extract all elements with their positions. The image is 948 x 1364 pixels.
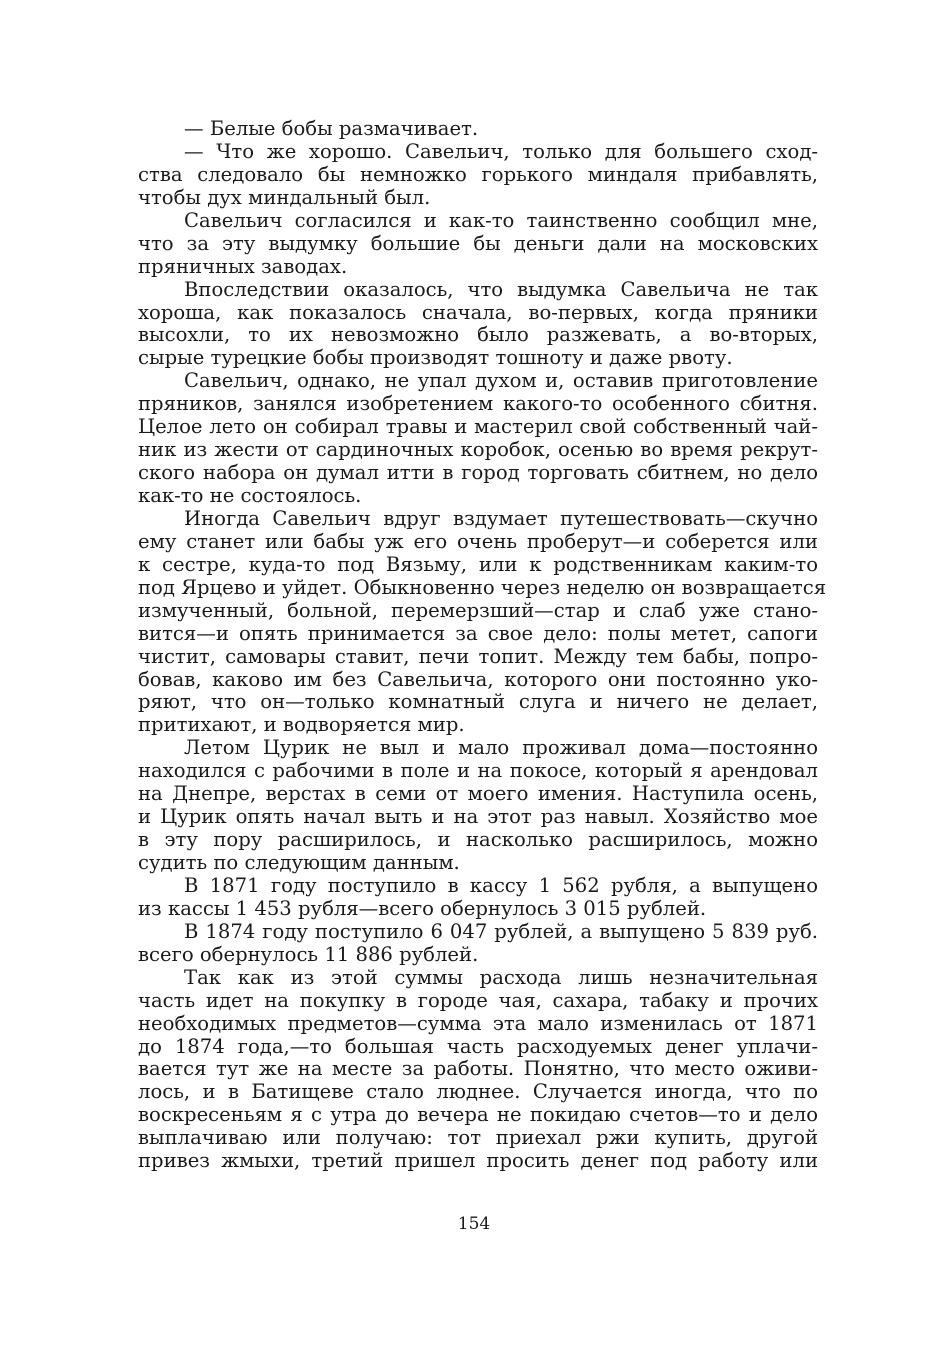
- text-line: притихают, и водворяется мир.: [138, 713, 465, 737]
- text-line: чистит, самовары ставит, печи топит. Между тем бабы, попро-: [138, 644, 818, 668]
- text-line: вается тут же на месте за работы. Понятно, что место оживи-: [138, 1057, 818, 1081]
- text-line: как-то не состоялось.: [138, 484, 362, 507]
- text-line: пряничных заводах.: [138, 254, 348, 278]
- text-line: находился с рабочими в поле и на покосе, который я арендовал: [138, 759, 818, 783]
- text-line: часть идет на покупку в городе чая, сахара, табаку и прочих: [138, 988, 818, 1012]
- text-line: ского набора он думал итти в город торговать сбитнем, но дело: [138, 461, 818, 485]
- text-line: на Днепре, верстах в семи от моего имения. Наступила осень,: [138, 782, 818, 806]
- text-line: Иногда Савельич вдруг вздумает путешествовать—скучно: [184, 506, 818, 530]
- text-line: В 1871 году поступило в кассу 1 562 рубля, а выпущено: [184, 873, 818, 897]
- page-text: [138, 117, 827, 1173]
- text-line: пряников, занялся изобретением какого-то особенного сбитня.: [138, 392, 818, 416]
- text-line: Летом Цурик не выл и мало проживал дома—постоянно: [184, 736, 818, 760]
- text-line: ему станет или бабы уж его очень проберут—и соберется или: [138, 529, 818, 553]
- text-line: воскресеньям я с утра до вечера не покидаю счетов—то и дело: [138, 1103, 818, 1127]
- text-line: ства следовало бы немножко горького миндаля прибавлять,: [138, 162, 818, 186]
- text-line: высохли, то их невозможно было разжевать, а во-вторых,: [138, 323, 818, 347]
- text-line: Впоследствии оказалось, что выдумка Савельича не так: [184, 277, 818, 301]
- text-line: необходимых предметов—сумма эта мало изменилась от 1871: [138, 1011, 818, 1035]
- text-line: из кассы 1 453 рубля—всего обернулось 3 015 рублей.: [138, 896, 707, 920]
- text-line: Так как из этой суммы расхода лишь незначительная: [184, 965, 818, 989]
- text-line: Целое лето он собирал травы и мастерил свой собственный чай-: [138, 415, 818, 439]
- text-line: вится—и опять принимается за свое дело: полы метет, сапоги: [138, 621, 818, 645]
- text-line: выплачиваю или получаю: тот приехал ржи купить, другой: [138, 1126, 818, 1150]
- text-line: в эту пору расширилось, и насколько расширилось, можно: [138, 828, 818, 852]
- text-line: лось, и в Батищеве стало люднее. Случается иногда, что по: [138, 1080, 818, 1104]
- text-line: чтобы дух миндальный был.: [138, 185, 431, 209]
- page-number: 154: [457, 1214, 491, 1234]
- text-line: ник из жести от сардиночных коробок, осенью во время рекрут-: [138, 438, 818, 462]
- text-line: Савельич, однако, не упал духом и, оставив приготовление: [184, 369, 818, 393]
- text-line: сырые турецкие бобы производят тошноту и даже рвоту.: [138, 346, 733, 370]
- text-line: — Белые бобы размачивает.: [184, 117, 479, 140]
- text-line: Савельич согласился и как-то таинственно сообщил мне,: [184, 208, 818, 232]
- text-line: бовав, каково им без Савельича, которого они постоянно уко-: [138, 667, 818, 691]
- text-line: хороша, как показалось сначала, во-первых, когда пряники: [138, 300, 818, 324]
- text-line: ряют, что он—только комнатный слуга и ничего не делает,: [138, 690, 818, 714]
- text-line: — Что же хорошо. Савельич, только для большего сход-: [184, 139, 818, 163]
- text-line: и Цурик опять начал выть и на этот раз навыл. Хозяйство мое: [138, 805, 818, 829]
- text-line: измученный, больной, перемерзший—стар и слаб уже стано-: [138, 598, 818, 622]
- text-line: под Ярцево и уйдет. Обыкновенно через неделю он возвращается: [138, 575, 827, 599]
- text-line: что за эту выдумку большие бы деньги дали на московских: [138, 231, 818, 255]
- text-line: В 1874 году поступило 6 047 рублей, а выпущено 5 839 руб.: [184, 919, 818, 943]
- text-line: привез жмыхи, третий пришел просить денег под работу или: [138, 1149, 818, 1173]
- text-line: до 1874 года,—то большая часть расходуемых денег уплачи-: [138, 1034, 818, 1058]
- text-line: судить по следующим данным.: [138, 851, 460, 874]
- text-line: к сестре, куда-то под Вязьму, или к родственникам каким-то: [138, 552, 818, 576]
- text-line: всего обернулось 11 886 рублей.: [138, 942, 479, 966]
